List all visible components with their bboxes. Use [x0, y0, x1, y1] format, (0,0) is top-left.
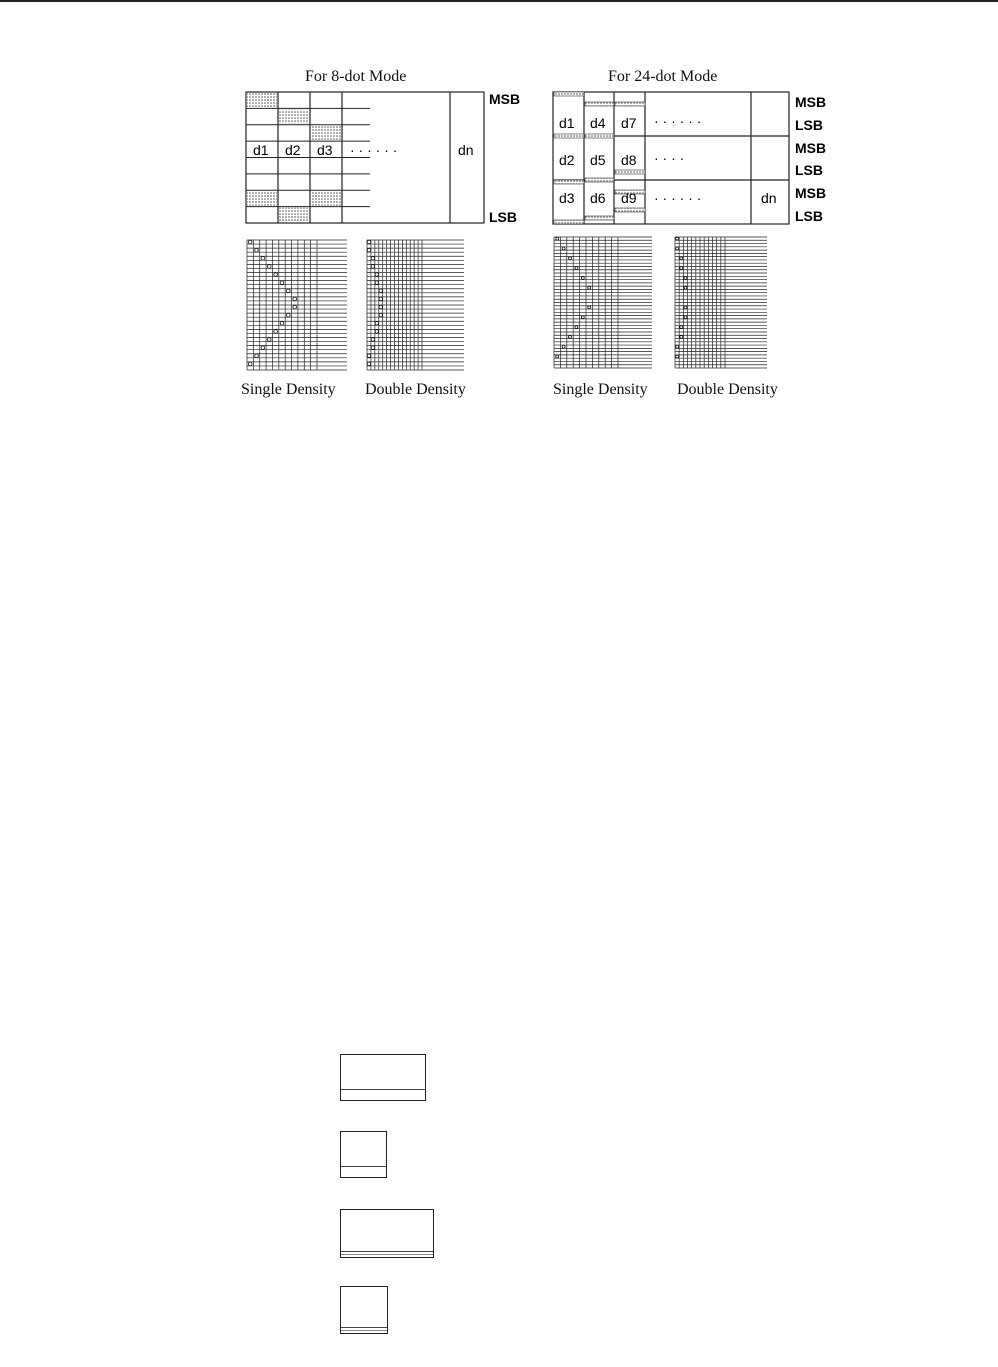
printed-dot — [676, 247, 679, 250]
printed-dot — [562, 345, 565, 348]
caption-8dot-double: Double Density — [365, 381, 466, 398]
title-8-dot-mode: For 8-dot Mode — [305, 68, 407, 85]
printed-dot — [680, 326, 683, 329]
printed-dot — [581, 316, 584, 319]
printed-dot — [255, 354, 259, 358]
cell-d2-8dot: d2 — [285, 142, 301, 158]
cell-d7-24dot: d7 — [621, 115, 637, 131]
printed-dot — [676, 237, 679, 240]
cell-d3-8dot: d3 — [317, 142, 333, 158]
printed-dot — [676, 345, 679, 348]
cell-d2-24dot: d2 — [559, 152, 575, 168]
printed-dot — [261, 256, 265, 260]
printed-dot — [280, 281, 284, 285]
ellipsis-24dot-row1: · · · · · · — [654, 113, 702, 129]
shaded-bit-band — [554, 134, 584, 138]
printed-dot — [367, 354, 371, 358]
printed-dot — [581, 276, 584, 279]
cell-d3-24dot: d3 — [559, 190, 575, 206]
printed-dot — [588, 306, 591, 309]
msb-label-24dot-2: MSB — [795, 140, 827, 156]
printed-dot — [379, 313, 383, 317]
msb-label-24dot-3: MSB — [795, 185, 827, 201]
printed-dot — [556, 355, 559, 358]
printed-dot — [248, 240, 252, 244]
printed-dot — [680, 335, 683, 338]
cell-d1-8dot: d1 — [253, 142, 269, 158]
caption-8dot-single: Single Density — [241, 381, 336, 398]
printed-dot — [287, 289, 291, 293]
shaded-bit-band — [615, 102, 645, 106]
shaded-bit-band — [615, 170, 645, 174]
cell-dn-8dot: dn — [458, 142, 474, 158]
printed-dot — [379, 297, 383, 301]
ellipsis-8dot: · · · · · · — [350, 142, 398, 158]
cell-d4-24dot: d4 — [590, 115, 606, 131]
shaded-bit-band — [615, 208, 645, 212]
cell-d6-24dot: d6 — [590, 190, 606, 206]
shaded-bit-cell — [311, 126, 341, 140]
shaded-bit-cell — [247, 93, 277, 107]
printed-dot — [680, 257, 683, 260]
printed-dot — [274, 330, 278, 334]
sample-grid-8dot-double — [367, 240, 464, 370]
printed-dot — [367, 248, 371, 252]
printed-dot — [684, 316, 687, 319]
printed-dot — [267, 265, 271, 269]
msb-label-8dot: MSB — [489, 91, 521, 107]
printed-dot — [287, 313, 291, 317]
shaded-bit-cell — [247, 191, 277, 205]
caption-24dot-single: Single Density — [553, 381, 648, 398]
printed-dot — [293, 305, 297, 309]
cell-d5-24dot: d5 — [590, 152, 606, 168]
printed-dot — [569, 335, 572, 338]
bit-image-diagram — [0, 0, 998, 420]
printed-dot — [367, 240, 371, 244]
outline-box-wide-1 — [340, 1054, 426, 1101]
printed-dot — [575, 267, 578, 270]
printed-dot — [562, 247, 565, 250]
msb-label-24dot-1: MSB — [795, 94, 827, 110]
outline-box-narrow-1 — [340, 1131, 387, 1178]
outline-box-narrow-2 — [340, 1286, 388, 1334]
ellipsis-24dot-row2: · · · · — [654, 150, 685, 166]
printed-dot — [379, 305, 383, 309]
printed-dot — [375, 322, 379, 326]
printed-dot — [375, 281, 379, 285]
printed-dot — [680, 267, 683, 270]
printed-dot — [371, 338, 375, 342]
outline-box-wide-2 — [340, 1209, 434, 1258]
shaded-bit-cell — [279, 109, 309, 123]
shaded-bit-band — [554, 220, 584, 224]
printed-dot — [371, 265, 375, 269]
printed-dot — [367, 362, 371, 366]
printed-dot — [556, 237, 559, 240]
shaded-bit-band — [554, 92, 584, 96]
printed-dot — [588, 286, 591, 289]
lsb-label-24dot-1: LSB — [795, 117, 823, 133]
cell-dn-24dot: dn — [761, 190, 777, 206]
caption-24dot-double: Double Density — [677, 381, 778, 398]
sample-grid-24dot-double — [675, 237, 767, 368]
printed-dot — [371, 346, 375, 350]
printed-dot — [684, 286, 687, 289]
printed-dot — [379, 289, 383, 293]
shaded-bit-band — [585, 134, 614, 138]
cell-d1-24dot: d1 — [559, 115, 575, 131]
printed-dot — [280, 321, 284, 325]
printed-dot — [261, 346, 265, 350]
lsb-label-24dot-2: LSB — [795, 162, 823, 178]
printed-dot — [676, 355, 679, 358]
shaded-bit-band — [585, 216, 614, 220]
sample-grid-24dot-single — [554, 237, 652, 368]
ellipsis-24dot-row3: · · · · · · — [654, 190, 702, 206]
sample-grid-8dot-single — [247, 240, 347, 370]
printed-dot — [569, 257, 572, 260]
printed-dot — [684, 276, 687, 279]
cell-d8-24dot: d8 — [621, 152, 637, 168]
shaded-bit-band — [554, 180, 584, 184]
printed-dot — [375, 273, 379, 277]
printed-dot — [267, 338, 271, 342]
lsb-label-24dot-3: LSB — [795, 208, 823, 224]
printed-dot — [255, 248, 259, 252]
shaded-bit-band — [585, 178, 614, 182]
cell-d9-24dot: d9 — [621, 190, 637, 206]
printed-dot — [274, 273, 278, 277]
printed-dot — [371, 257, 375, 261]
printed-dot — [684, 306, 687, 309]
lsb-label-8dot: LSB — [489, 209, 517, 225]
printed-dot — [575, 326, 578, 329]
shaded-bit-cell — [311, 191, 341, 205]
shaded-bit-cell — [279, 208, 309, 222]
printed-dot — [293, 297, 297, 301]
shaded-bit-band — [585, 102, 614, 106]
title-24-dot-mode: For 24-dot Mode — [608, 68, 718, 85]
printed-dot — [248, 362, 252, 366]
printed-dot — [375, 330, 379, 334]
